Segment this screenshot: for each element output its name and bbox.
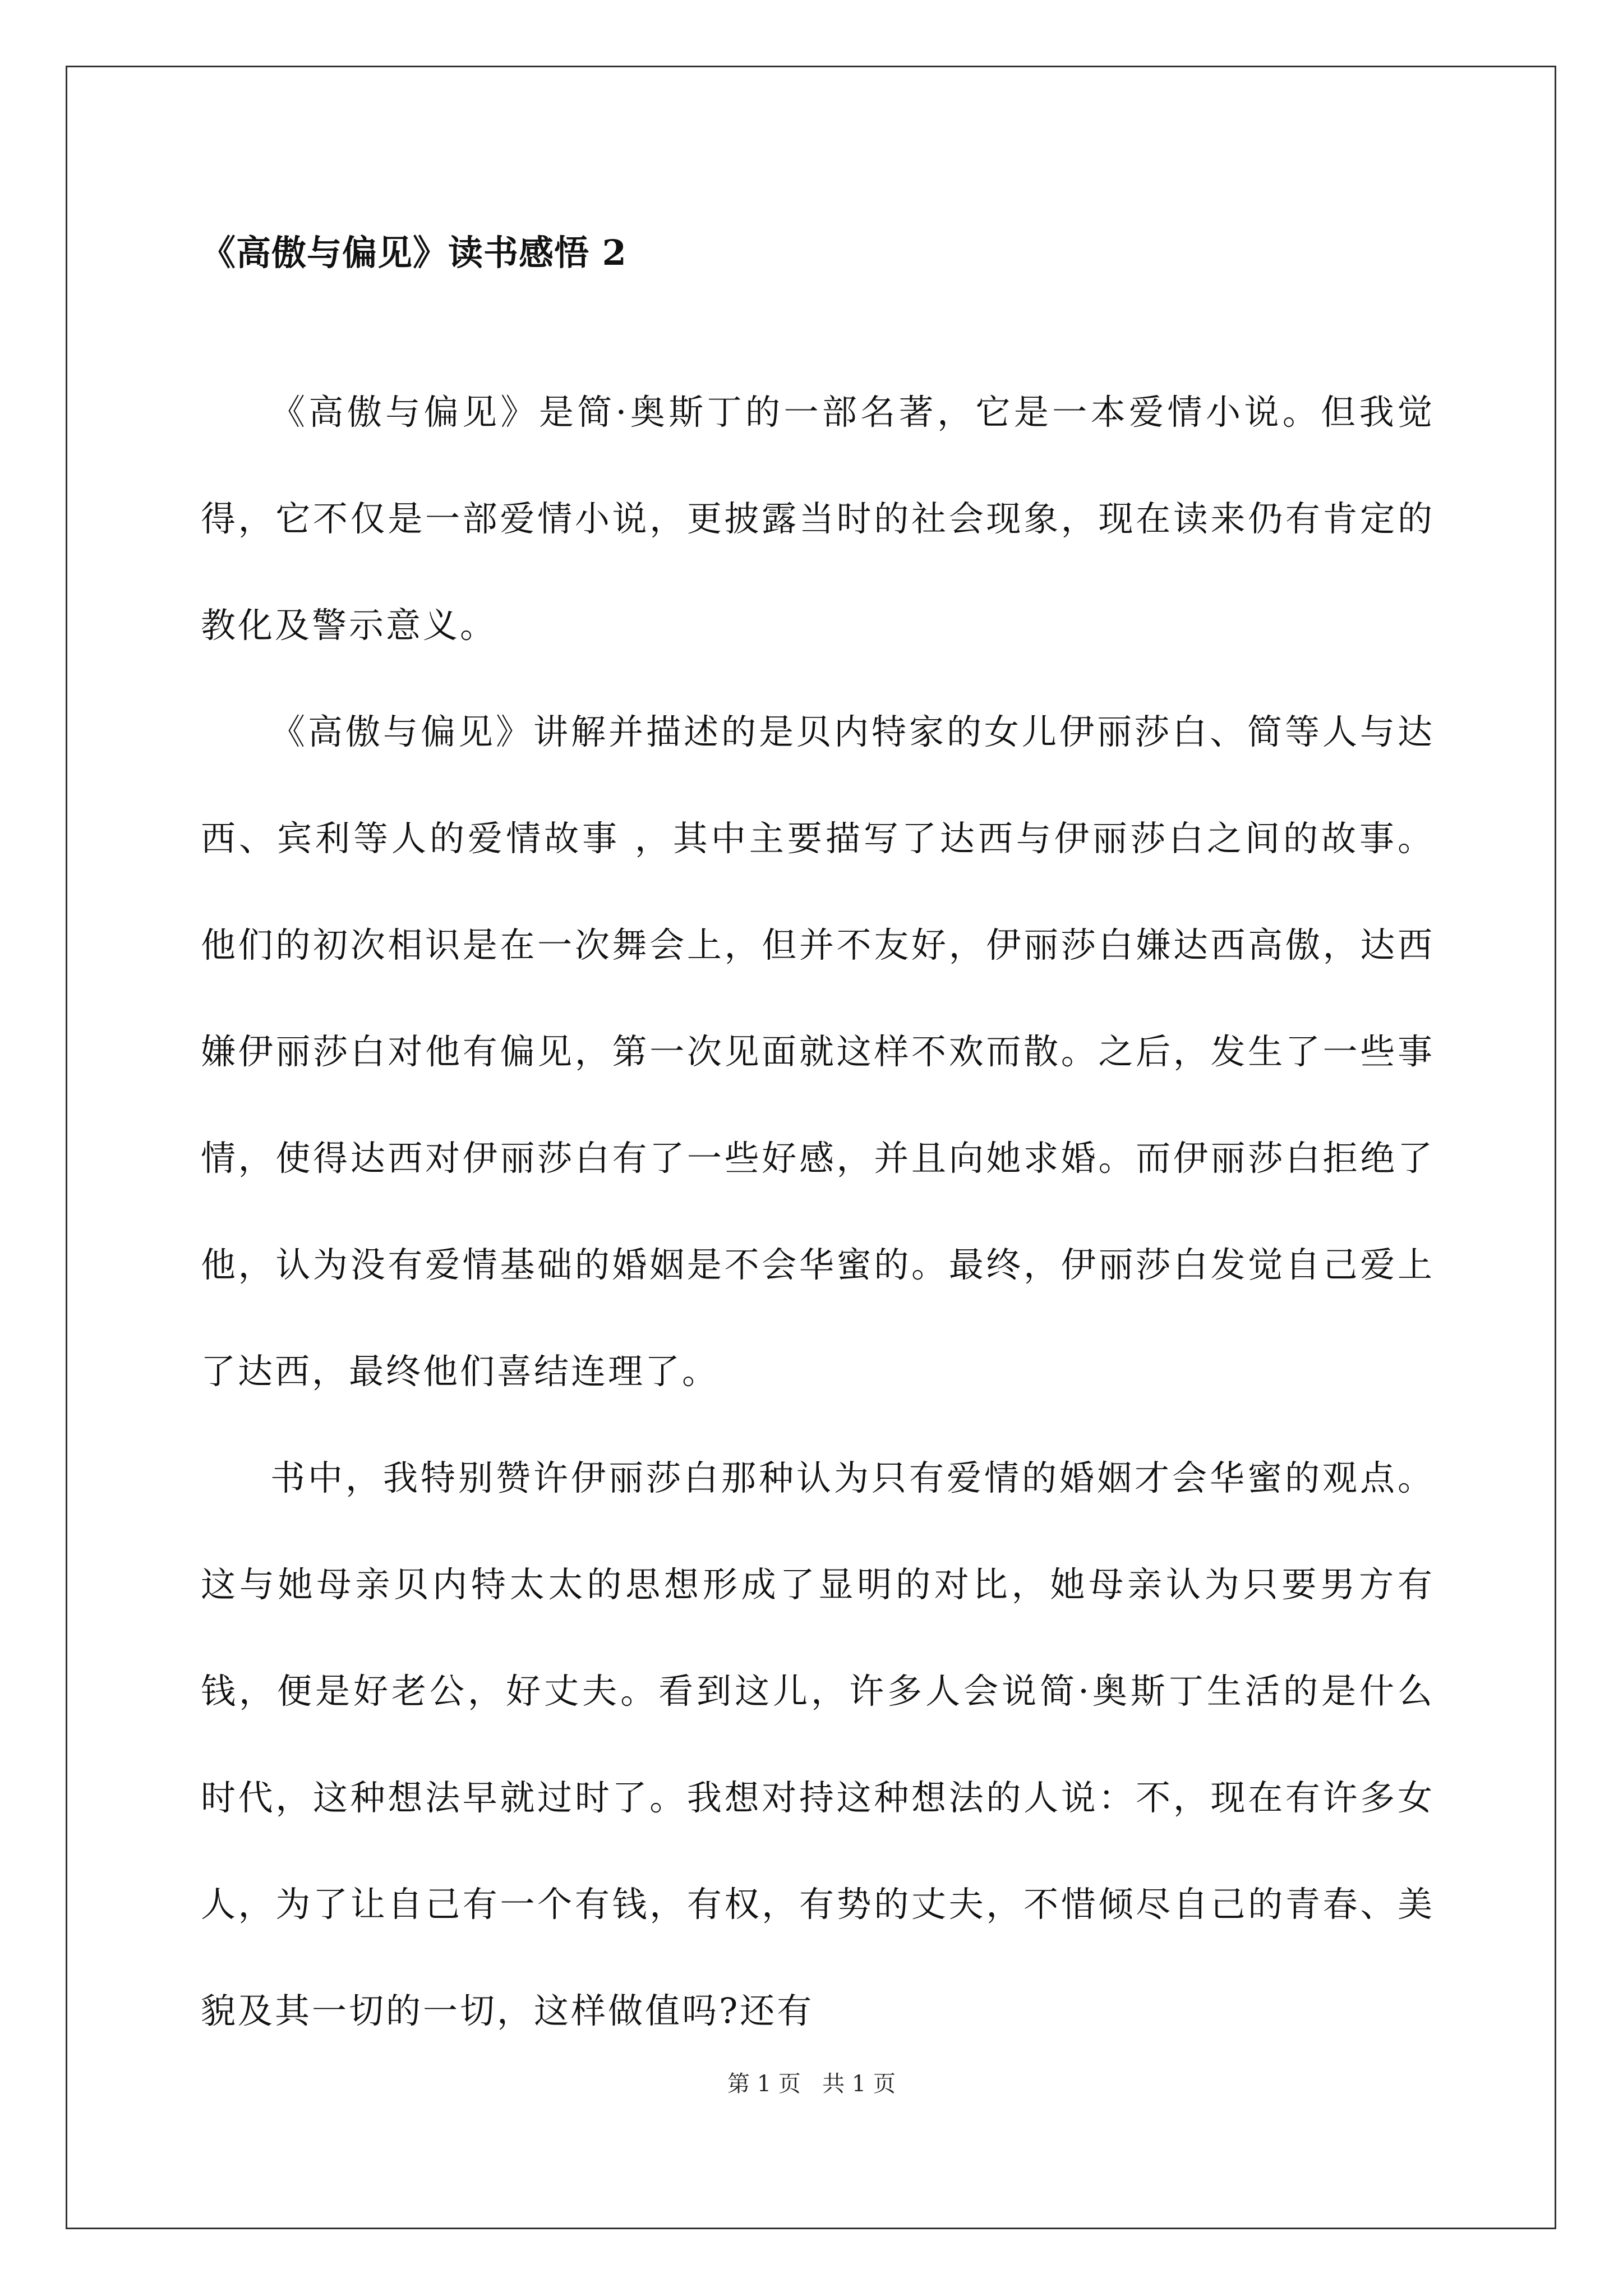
paragraph-reflection: 书中，我特别赞许伊丽莎白那种认为只有爱情的婚姻才会华蜜的观点。这与她母亲贝内特太太的思想形成了显明的对比，她母亲认为只要男方有钱，便是好老公，好丈夫。看到这儿，许多人会说简·奥斯丁生活的是什么时代，这种想法早就过时了。我想对持这种想法的人说：不，现在有许多女人，为了让自己有一个有钱，有权，有势的丈夫，不惜倾尽自己的青春、美貌及其一切的一切，这样做值吗?还有 — [201, 1457, 1435, 2031]
paragraph-intro: 《高傲与偏见》是简·奥斯丁的一部名著，它是一本爱情小说。但我觉得，它不仅是一部爱情小说，更披露当时的社会现象，现在读来仍有肯定的教化及警示意义。 — [201, 392, 1435, 646]
paragraph-plot-summary: 《高傲与偏见》讲解并描述的是贝内特家的女儿伊丽莎白、简等人与达西、宾利等人的爱情故事 ，其中主要描写了达西与伊丽莎白之间的故事。他们的初次相识是在一次舞会上，但并不友好，伊丽莎白嫌达西高傲，达西嫌伊丽莎白对他有偏见，第一次见面就这样不欢而散。之后，发生了一些事情，使得达西对伊丽莎白有了一些好感，并且向她求婚。而伊丽莎白拒绝了他，认为没有爱情基础的婚姻是不会华蜜的。最终，伊丽莎白发觉自己爱上了达西，最终他们喜结连理了。 — [201, 711, 1435, 1392]
page-number-footer: 第 1 页 共 1 页 — [727, 2071, 896, 2097]
document-body — [201, 219, 1435, 2064]
document-title: 《高傲与偏见》读书感悟 2 — [201, 232, 627, 273]
